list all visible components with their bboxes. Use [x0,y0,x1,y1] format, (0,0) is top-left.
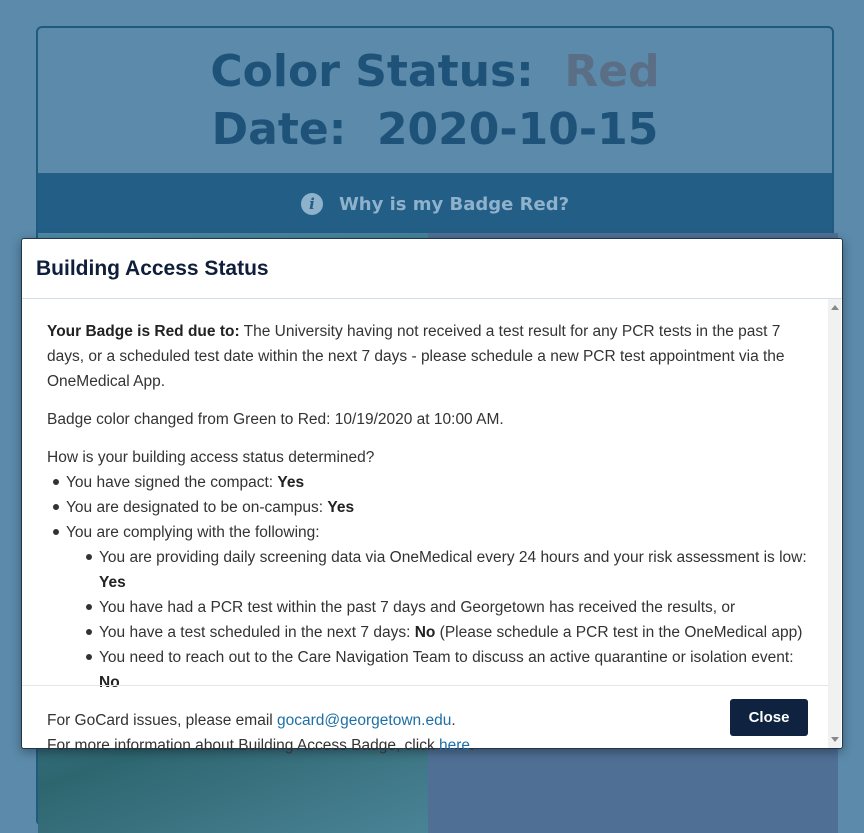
close-button[interactable]: Close [730,699,808,736]
criteria-text: You have signed the compact: [66,474,278,491]
date-value: 2020-10-15 [376,104,659,155]
criteria-value: Yes [327,499,355,516]
sub-criteria-value: No [414,624,436,641]
reason-paragraph [47,319,808,394]
scroll-up-icon[interactable] [831,305,839,310]
modal-title: Building Access Status [36,256,269,280]
color-status-value: Red [564,46,660,97]
info-icon: i [301,193,323,215]
info-prefix: For more information about Building Access Badge, click [47,737,439,754]
date-label: Date: [211,104,347,155]
status-header [38,28,832,174]
color-status-label: Color Status: [210,46,534,97]
sub-criteria-suffix: (Please schedule a PCR test in the OneMedical app) [435,624,803,641]
sub-criteria-value: No [99,674,120,691]
criteria-item [53,495,808,520]
date-line [38,104,832,156]
reason-text: The University having not received a test result for any PCR tests in the past 7 days, or a scheduled test date within the next 7 days - please schedule a new PCR test appointment via the OneMedical App. [47,323,785,390]
info-here-link[interactable]: here [439,737,471,754]
why-badge-bar[interactable] [38,174,832,234]
criteria-item [53,470,808,495]
criteria-value: Yes [277,474,305,491]
criteria-text: You are complying with the following: [66,524,320,541]
sub-criteria-value: Yes [99,574,126,591]
criteria-question: How is your building access status determined? [47,449,375,466]
gocard-prefix: For GoCard issues, please email [47,712,278,729]
scroll-down-icon[interactable] [831,737,839,742]
sub-criteria-text: You are providing daily screening data via OneMedical every 24 hours and your risk assessment is low: [99,549,807,566]
sub-criteria-item [86,595,808,620]
modal-scrollbar[interactable] [828,299,841,748]
modal-header [22,239,842,299]
sub-criteria-text: You have a test scheduled in the next 7 days: [99,624,415,641]
badge-change-text: Badge color changed from Green to Red: 10/19/2020 at 10:00 AM. [47,411,504,428]
sub-criteria-item [86,545,808,595]
reason-label: Your Badge is Red due to: [47,323,240,340]
criteria-list [47,470,808,695]
building-access-modal [21,238,843,754]
sub-criteria-list [66,545,808,695]
modal-footer [22,685,828,748]
criteria-text: You are designated to be on-campus: [66,499,328,516]
sub-criteria-text: You need to reach out to the Care Navigation Team to discuss an active quarantine or isolation event: [99,649,794,666]
sub-criteria-item [86,620,808,645]
gocard-suffix: . [451,712,456,729]
why-badge-text: Why is my Badge Red? [338,193,570,215]
info-suffix: . [470,737,475,754]
criteria-item [53,520,808,695]
gocard-email-link[interactable]: gocard@georgetown.edu [277,712,452,729]
sub-criteria-text: You have had a PCR test within the past 7 days and Georgetown has received the results, or [99,599,736,616]
color-status-line [38,28,832,96]
